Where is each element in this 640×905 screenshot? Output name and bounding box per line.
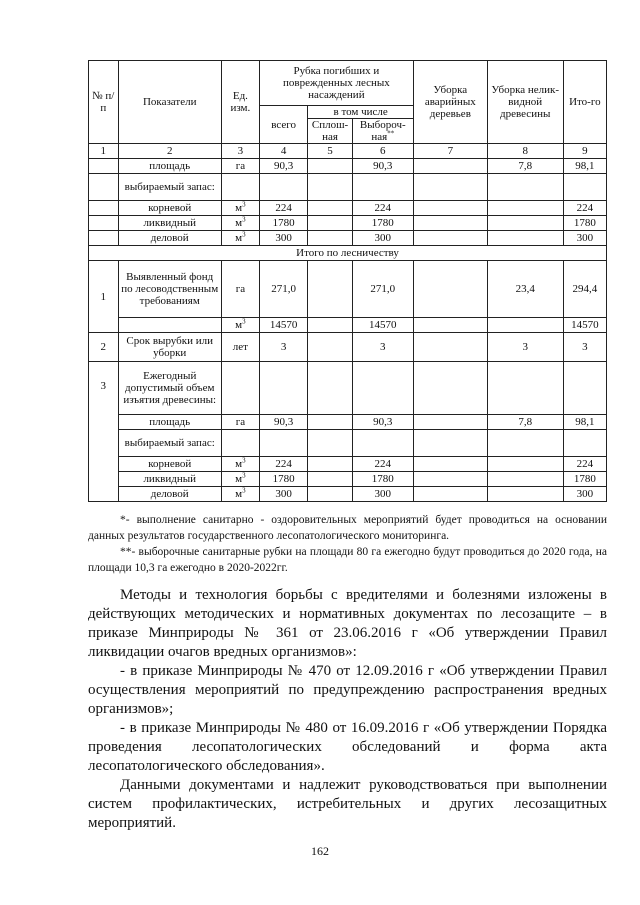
table-row: 2 Срок вырубки или уборки лет 3 3 3 3 bbox=[89, 333, 607, 362]
page-number: 162 bbox=[311, 844, 329, 858]
table-row: 3 Ежегодный допустимый объем изъятия древесины: bbox=[89, 362, 607, 415]
table-row: выбираемый запас: bbox=[89, 430, 607, 457]
header-clear-cut: Сплош-ная bbox=[308, 119, 352, 144]
paragraph: Методы и технология борьбы с вредителями и болезнями изложены в действующих методических и нормативных документах по лесозащите – в приказе Минприроды № 361 от 23.06.2016 г «Об утверждении Правил ликвидации очагов вредных организмов»: bbox=[88, 587, 607, 660]
column-numbers-row: 1 2 3 4 5 6 7 8 9 bbox=[89, 144, 607, 159]
header-no: № п/п bbox=[89, 61, 119, 144]
table-row: деловой $м^3$ 300 300 300 bbox=[89, 231, 607, 246]
header-including: в том числе bbox=[308, 106, 414, 119]
header-emergency-trees: Уборка аварийных деревьев bbox=[413, 61, 487, 144]
footnote-2: **- выборочные санитарные рубки на площади 80 га ежегодно будут проводиться до 2020 года, на площади 10,3 га ежегодно в 2020-2022гг. bbox=[88, 546, 607, 574]
table-row: выбираемый запас: bbox=[89, 174, 607, 201]
header-illiquid: Уборка неликвидной древесины bbox=[487, 61, 563, 144]
header-total: Ито-го bbox=[563, 61, 606, 144]
paragraph: - в приказе Минприроды № 480 от 16.09.2016 г «Об утверждении Порядка проведения лесопатологических обследований и форма акта лесопатологического обследования». bbox=[88, 720, 607, 774]
body-text bbox=[88, 586, 607, 833]
header-unit: Ед. изм. bbox=[221, 61, 259, 144]
table-row: площадь га 90,3 90,3 7,8 98,1 bbox=[89, 415, 607, 430]
table-row: площадь га 90,3 90,3 7,8 98,1 bbox=[89, 159, 607, 174]
table-row: $м^3$ 14570 14570 14570 bbox=[89, 318, 607, 333]
header-all: всего bbox=[259, 106, 308, 144]
table-row: ликвидный $м^3$ 1780 1780 1780 bbox=[89, 472, 607, 487]
header-indicators: Показатели bbox=[118, 61, 221, 144]
table-row: ликвидный $м^3$ 1780 1780 1780 bbox=[89, 216, 607, 231]
paragraph: Данными документами и надлежит руководствоваться при выполнении систем профилактических, истребительных и других лесозащитных мероприятий. bbox=[88, 777, 607, 831]
header-felling: Рубка погибших и поврежденных лесных насаждений bbox=[259, 61, 413, 106]
table-row: корневой $м^3$ 224 224 224 bbox=[89, 457, 607, 472]
table-row: корневой $м^3$ 224 224 224 bbox=[89, 201, 607, 216]
section-title: Итого по лесничеству bbox=[89, 246, 607, 261]
footnotes bbox=[88, 512, 607, 576]
table-row: 1 Выявленный фонд по лесоводственным требованиям га 271,0 271,0 23,4 294,4 bbox=[89, 261, 607, 318]
paragraph: - в приказе Минприроды № 470 от 12.09.2016 г «Об утверждении Правил осуществления мероприятий по предупреждению распространения вредных организмов»; bbox=[88, 663, 607, 717]
forest-protection-table bbox=[88, 60, 607, 502]
footnote-1: *- выполнение санитарно - оздоровительных мероприятий будет проводиться на основании данных результатов государственного лесопатологического мониторинга. bbox=[88, 514, 607, 542]
header-selective: Выбороч-ная** bbox=[352, 119, 413, 144]
section-row bbox=[89, 246, 607, 261]
table-row: деловой $м^3$ 300 300 300 bbox=[89, 487, 607, 502]
